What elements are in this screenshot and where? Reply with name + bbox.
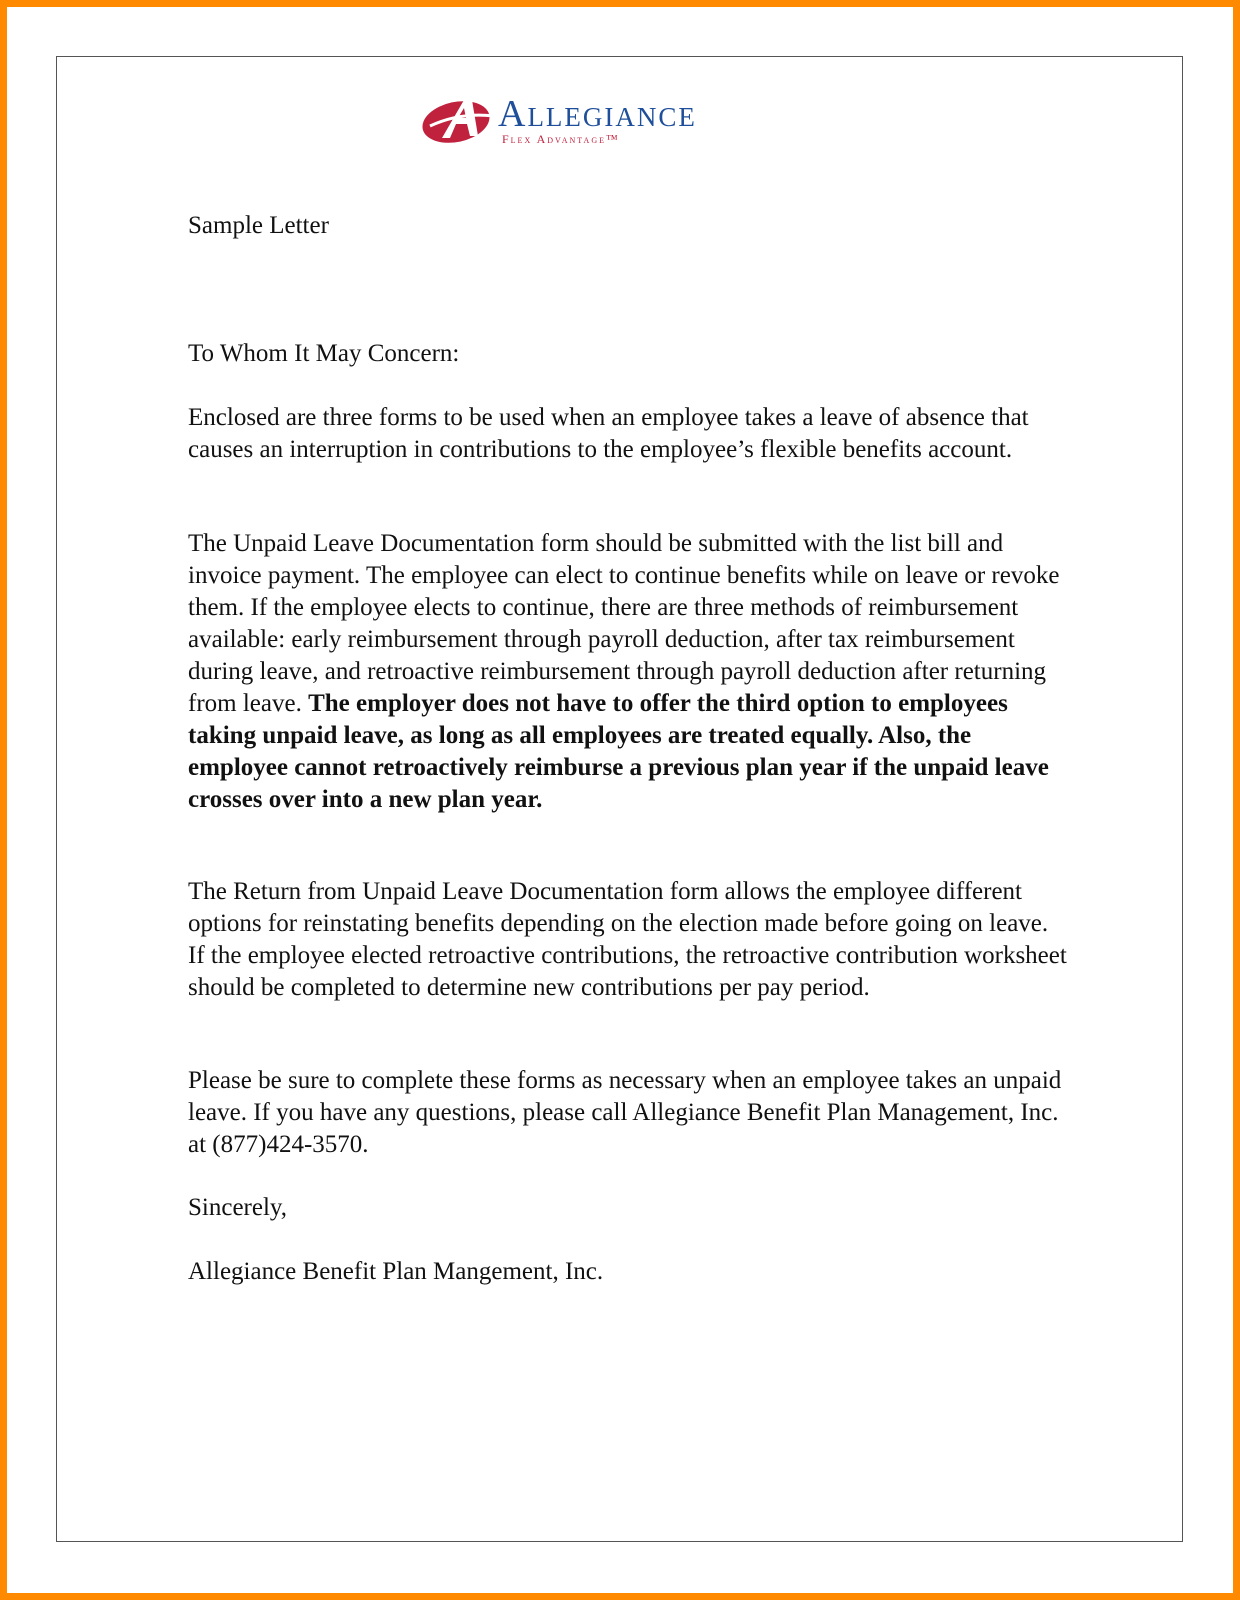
signature: Allegiance Benefit Plan Mangement, Inc.: [188, 1258, 604, 1285]
letter-title: Sample Letter: [188, 212, 329, 239]
paragraph-2-text: The Unpaid Leave Documentation form should be submitted with the list bill and invoice payment. The employee can elect to continue benefits while on leave or revoke them. If the employee elects to continue, there are three methods of reimbursement available: early reimbursement through payroll deduction, after tax reimbursement during leave, and retroactive reimbursement through payroll deduction after returning from leave.: [188, 530, 1060, 717]
closing: Sincerely,: [188, 1194, 288, 1221]
salutation: To Whom It May Concern:: [188, 340, 460, 367]
paragraph-2: [188, 528, 1068, 816]
company-logo: [420, 90, 790, 160]
logo-subtitle: Flex Advantage™: [502, 132, 620, 146]
allegiance-a-swoosh-icon: [420, 90, 500, 150]
paragraph-1: Enclosed are three forms to be used when an employee takes a leave of absence that causes an interruption in contributions to the employee’s flexible benefits account.: [188, 404, 1029, 463]
paragraph-4: Please be sure to complete these forms as necessary when an employee takes an unpaid leave. If you have any questions, please call Allegiance Benefit Plan Management, Inc. at (877)424-3570.: [188, 1067, 1062, 1158]
paragraph-3: The Return from Unpaid Leave Documentation form allows the employee different options for reinstating benefits depending on the election made before going on leave. If the employee elected retroactive contributions, the retroactive contribution worksheet should be completed to determine new contributions per pay period.: [188, 878, 1067, 1001]
paragraph-2-bold-text: The employer does not have to offer the third option to employees taking unpaid leave, as long as all employees are treated equally. Also, the employee cannot retroactively reimburse a previous plan year if the unpaid leave crosses over into a new plan year.: [188, 690, 1049, 813]
logo-brand-name: Allegiance: [498, 93, 697, 135]
